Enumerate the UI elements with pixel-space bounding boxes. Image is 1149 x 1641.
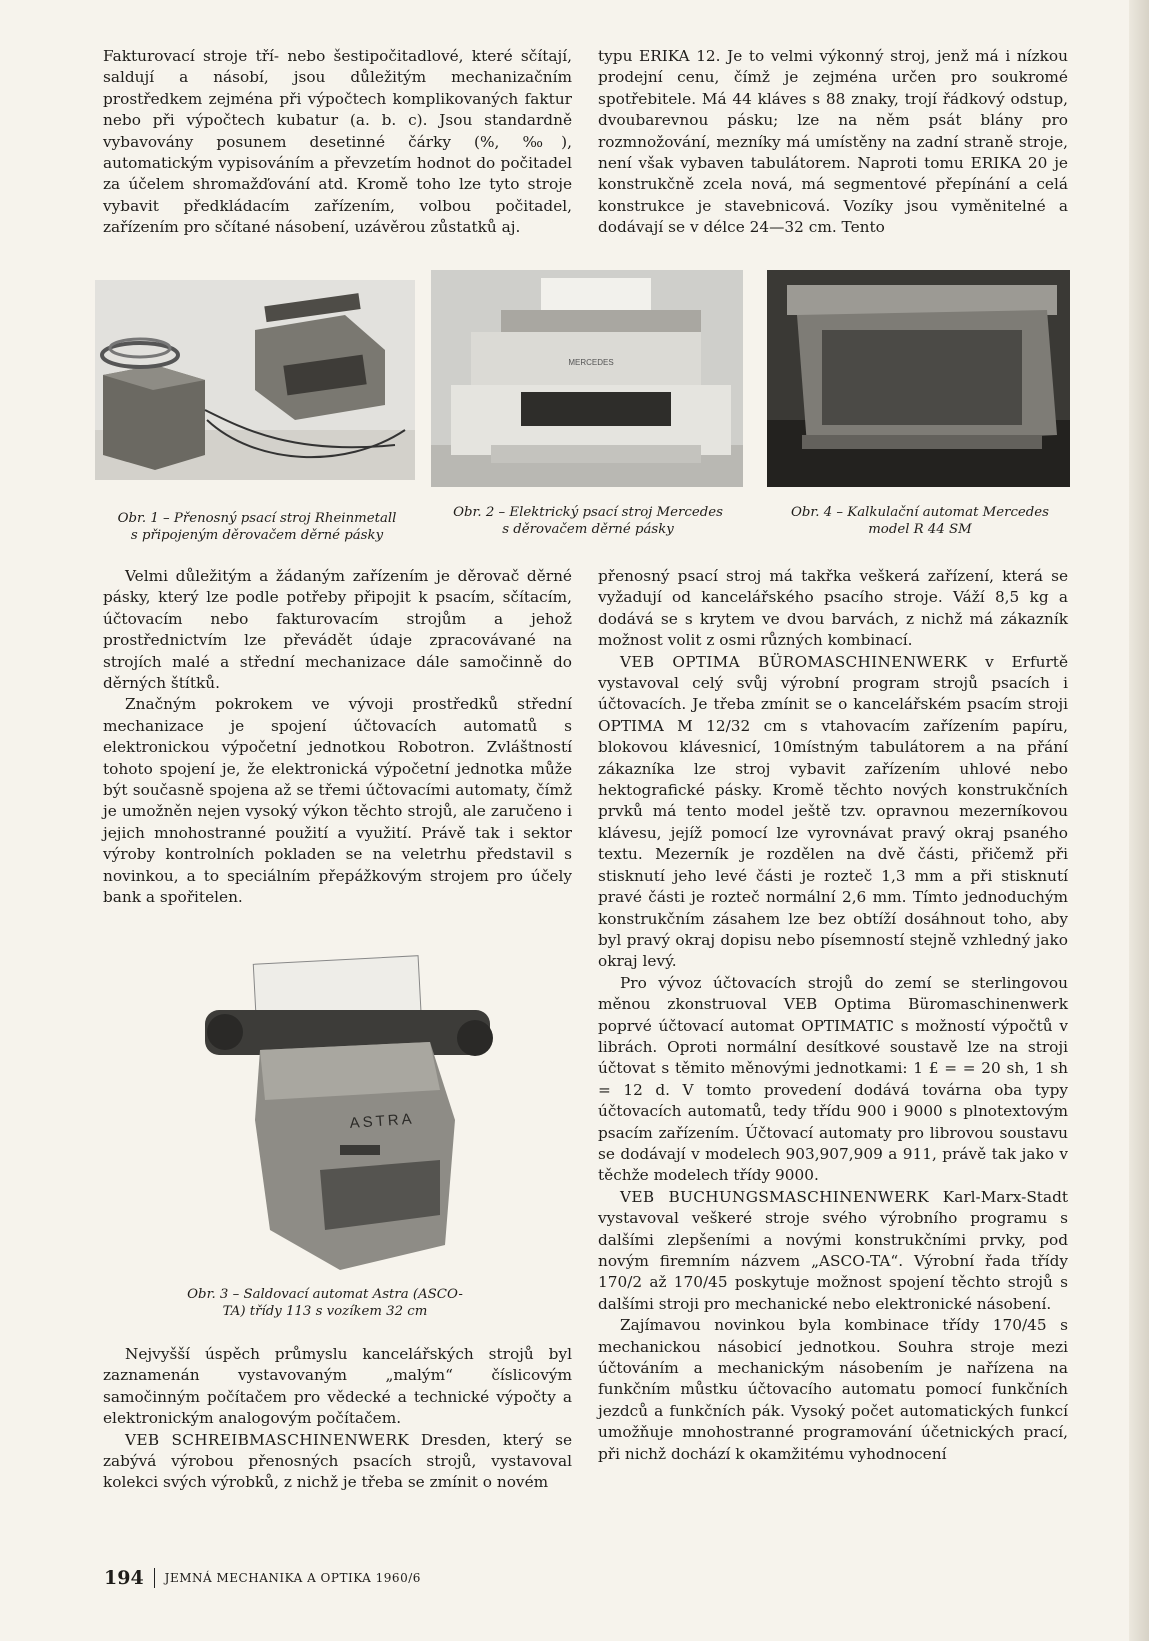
footer-divider: [154, 1568, 155, 1588]
company-buchungsmaschinenwerk: VEB BUCHUNGSMASCHINENWERK: [620, 1187, 929, 1206]
right-column-top: [598, 46, 1068, 239]
paragraph-novinka: Zajímavou novinkou byla kombinace třídy 170/45 s mechanickou násobicí jednotkou. Souhra stroje mezi účtováním a mechanickým násobením je nařízena na funkčním můstku účtovacího automatu pomocí funkčních jezdců a funkčních pák. Vysoký počet automatických funkcí umožňuje mnohostranné programování účetnických prací, při nichž dochází k okamžitému vyhodnocení: [598, 1316, 1068, 1463]
figure-1-caption-line2: s připojeným děrovačem děrné pásky: [130, 528, 384, 543]
paragraph-buchungsmaschinenwerk-text: Karl-Marx-Stadt vystavoval veškeré stroje svého výrobního programu s dalšími zlepšeními a novými konstrukčními prvky, pod novým firemním názvem „ASCO-TA“. Výrobní řada třídy 170/2 až 170/45 poskytuje možnost spojení těchto strojů s dalšími stroji pro mechanické nebo elektronické násobení.: [598, 1187, 1069, 1313]
paragraph-optimatic: Pro vývoz účtovacích strojů do zemí se sterlingovou měnou zkonstruoval VEB Optima Büromaschinenwerk poprvé účtovací automat OPTIMATIC s možností výpočtů v librách. Oproti normální desítkové soustavě lze na stroji účtovat s těmito měnovými jednotkami: 1 £ = = 20 sh, 1 sh = 12 d. V tomto provedení dodává továrna oba typy účtovacích automatů, tedy třídu 900 i 9000 s plnotextovým psacím zařízením. Účtovací automaty pro librovou soustavu se dodávají v modelech 903,907,909 a 911, právě tak jako v těchže modelech třídy 9000.: [598, 973, 1068, 1185]
paragraph-optima-text: v Erfurtě vystavoval celý svůj výrobní program strojů psacích i účtovacích. Je třeba zmínit se o kancelářském psacím stroji OPTIMA M 12/32 cm s vtahovacím zařízením papíru, blokovou klávesnicí, 10místným tabulátorem a na přání zákazníka lze stroj vybavit zařízením uhlové nebo hektografické pásky. Kromě těchto nových konstrukčních prvků má tento model ještě tzv. opravnou mezerníkovou klávesu, jejíž pomocí lze vyrovnávat pravý okraj psaného textu. Mezerník je rozdělen na dvě části, přičemž při stisknutí jeho levé části je rozteč 1,3 mm a při stisknutí pravé části je rozteč normální 2,6 mm. Tímto jednoduchým konstrukčním zásahem lze bez obtíží dosáhnout toho, aby byl pravý okraj dopisu nebo písemností stejně vzhledný jako okraj levý.: [598, 652, 1069, 971]
paragraph-prenosny-stroj: přenosný psací stroj má takřka veškerá zařízení, která se vyžadují od kancelářského psacího stroje. Váží 8,5 kg a dodává se s krytem ve dvou barvách, z nichž má zákazník možnost volit z osmi různých kombinací.: [598, 567, 1068, 650]
figure-4-caption: [760, 504, 1080, 538]
company-schreibmaschinenwerk: VEB SCHREIBMASCHINENWERK: [125, 1430, 410, 1449]
paragraph-schreibmaschinenwerk-text: Dresden, který se zabývá výrobou přenosných psacích strojů, vystavoval kolekci svých výrobků, z nichž je třeba se zmínit o novém: [103, 1430, 573, 1492]
figure-3-photo: [200, 950, 500, 1272]
paragraph-schreibmaschinenwerk: [103, 1430, 572, 1494]
figure-4-photo: [767, 270, 1070, 487]
page-footer: [104, 1567, 421, 1589]
left-column-top: [103, 46, 572, 239]
figure-2-photo: [431, 270, 743, 487]
paragraph-erika: typu ERIKA 12. Je to velmi výkonný stroj, jenž má i nízkou prodejní cenu, čímž je zejména určen pro soukromé spotřebitele. Má 44 kláves s 88 znaky, trojí řádkový odstup, dvoubarevnou pásku; lze na něm psát blány pro rozmnožování, mezníky má umístěny na zadní straně stroje, není však vybaven tabulátorem. Naproti tomu ERIKA 20 je konstrukčně zcela nová, má segmentové přepínání a celá konstrukce je stavebnicová. Vozíky jsou vyměnitelné a dodávají se v délce 24—32 cm. Tento: [598, 47, 1068, 237]
paragraph-buchungsmaschinenwerk: [598, 1187, 1068, 1315]
paragraph-robotron: Značným pokrokem ve vývoji prostředků střední mechanizace je spojení účtovacích automatů s elektronickou výpočetní jednotkou Robotron. Zvláštností tohoto spojení je, že elektronická výpočetní jednotka může být současně spojena až se třemi účtovacími automaty, čímž je umožněn nejen vysoký výkon těchto strojů, ale zaručeno i jejich mnohostranné použití a využití. Právě tak i sektor výroby kontrolních pokladen se na veletrhu představil s novinkou, a to speciálním přepážkovým strojem pro účely bank a spořitelen.: [103, 695, 572, 907]
figure-3-brand: ASTRA: [349, 1110, 416, 1132]
figure-1-caption: [92, 510, 422, 544]
paragraph-optima: [598, 652, 1068, 973]
figure-2-caption-line1: Obr. 2 – Elektrický psací stroj Mercedes: [453, 505, 723, 520]
figure-4-caption-line2: model R 44 SM: [868, 522, 972, 537]
left-column-bottom: [103, 1344, 572, 1494]
figure-1-caption-line1: Obr. 1 – Přenosný psací stroj Rheinmetall: [117, 511, 397, 526]
figure-3-caption-line2: TA) třídy 113 s vozíkem 32 cm: [222, 1304, 428, 1319]
page-number: 194: [104, 1567, 144, 1589]
figure-2-brand: MERCEDES: [568, 358, 614, 367]
figure-1-photo: [95, 280, 415, 480]
paragraph-pocitac: Nejvyšší úspěch průmyslu kancelářských strojů byl zaznamenán vystavovaným „malým“ číslicovým samočinným počítačem pro vědecké a technické výpočty a elektronickým analogovým počítačem.: [103, 1345, 572, 1428]
page-edge-shadow: [1129, 0, 1149, 1641]
figure-3-caption: [160, 1286, 490, 1320]
right-column-main: [598, 566, 1068, 1465]
figure-3-caption-line1: Obr. 3 – Saldovací automat Astra (ASCO-: [187, 1287, 463, 1302]
left-column-middle: [103, 566, 572, 909]
company-optima: VEB OPTIMA BÜROMASCHINENWERK: [620, 652, 968, 671]
figure-4-caption-line1: Obr. 4 – Kalkulační automat Mercedes: [790, 505, 1050, 520]
paragraph-derovac: Velmi důležitým a žádaným zařízením je děrovač děrné pásky, který lze podle potřeby připojit k psacím, sčítacím, účtovacím nebo fakturovacím strojům a jehož prostřednictvím lze převádět údaje zpracovávané na strojích malé a střední mechanizace dále samočinně do děrných štítků.: [103, 567, 572, 693]
journal-name: JEMNÁ MECHANIKA A OPTIKA 1960/6: [164, 1571, 421, 1585]
paragraph-fakturovaci-stroje: Fakturovací stroje tří- nebo šestipočitadlové, které sčítají, saldují a násobí, jsou důležitým mechanizačním prostředkem zejména při výpočtech komplikovaných faktur nebo při výpočtech kubatur (a. b. c). Jsou standardně vybavovány posunem desetinné čárky (%, ‰), automatickým vypisováním a převzetím hodnot do počitadel za účelem shromažďování atd. Kromě toho lze tyto stroje vybavit předkládacím zařízením, volbou počitadel, zařízením pro sčítané násobení, uzávěrou zůstatků aj.: [103, 47, 572, 237]
figure-2-caption-line2: s děrovačem děrné pásky: [502, 522, 674, 537]
figure-2-caption: [428, 504, 748, 538]
